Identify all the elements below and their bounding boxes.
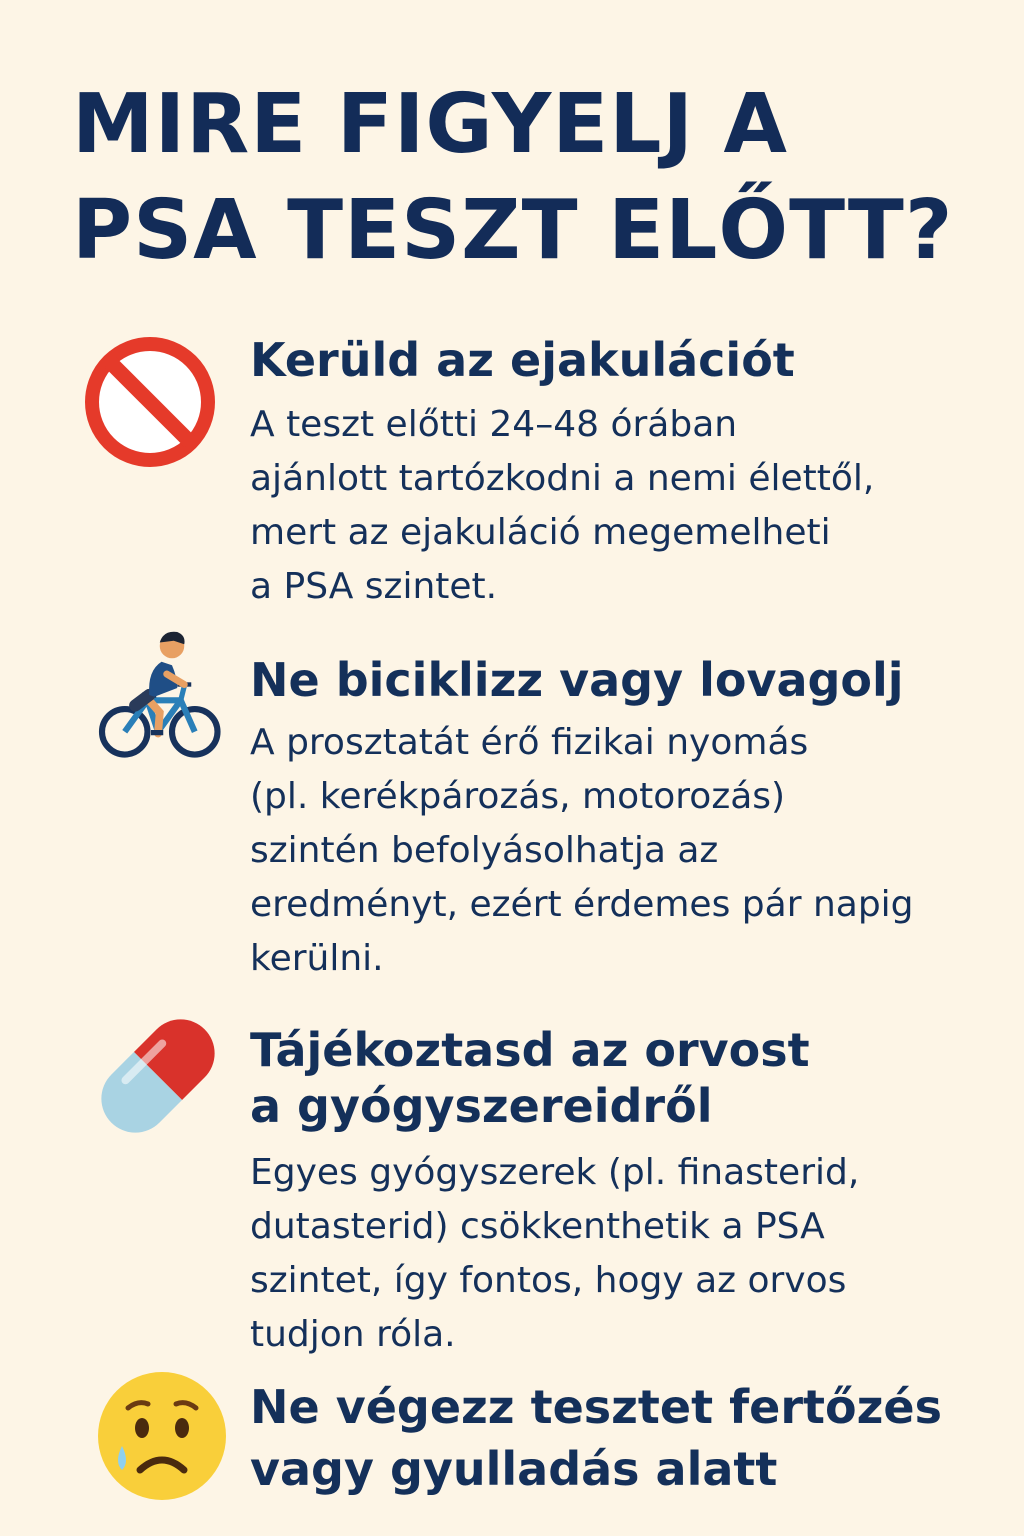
tip-heading-line: Tájékoztasd az orvost (250, 1023, 810, 1077)
cyclist-icon (88, 625, 228, 765)
tip-heading-line: Kerüld az ejakulációt (250, 333, 795, 387)
tip-body-line: ajánlott tartózkodni a nemi élettől, (250, 458, 875, 499)
tip-body-line: szintén befolyásolhatja az (250, 830, 719, 871)
tip-heading (250, 1376, 1010, 1500)
tip-body-line: kerülni. (250, 938, 384, 979)
tip-heading-line: Ne végezz tesztet fertőzés (250, 1380, 942, 1434)
title-line-2: PSA TESZT ELŐTT? (72, 183, 954, 278)
title-line-1: MIRE FIGYELJ A (72, 77, 789, 172)
tip-body (250, 716, 1010, 986)
tip-body-line: szintet, így fontos, hogy az orvos (250, 1260, 847, 1301)
tip-heading (250, 1022, 1010, 1134)
tip-body-line: dutasterid) csökkenthetik a PSA (250, 1206, 825, 1247)
page-title (72, 72, 1002, 284)
tip-body (250, 398, 1010, 614)
tip-heading-line: Ne biciklizz vagy lovagolj (250, 653, 904, 707)
tip-body-line: Egyes gyógyszerek (pl. finasterid, (250, 1152, 860, 1193)
tip-body (250, 1146, 1010, 1362)
tip-body-line: A prosztatát érő fizikai nyomás (250, 722, 809, 763)
tip-body-line: tudjon róla. (250, 1314, 456, 1355)
pill-icon (88, 1006, 228, 1146)
tip-heading (250, 652, 1010, 708)
tip-body-line: A teszt előtti 24–48 órában (250, 404, 738, 445)
tip-body-line: (pl. kerékpározás, motorozás) (250, 776, 786, 817)
tip-heading-line: vagy gyulladás alatt (250, 1442, 778, 1496)
sad-face-icon (92, 1366, 232, 1506)
tip-body-line: a PSA szintet. (250, 566, 498, 607)
tip-body-line: eredményt, ezért érdemes pár napig (250, 884, 914, 925)
tip-heading (250, 332, 1010, 388)
no-entry-icon (80, 332, 220, 472)
tip-body-line: mert az ejakuláció megemelheti (250, 512, 831, 553)
tip-heading-line: a gyógyszereidről (250, 1079, 713, 1133)
